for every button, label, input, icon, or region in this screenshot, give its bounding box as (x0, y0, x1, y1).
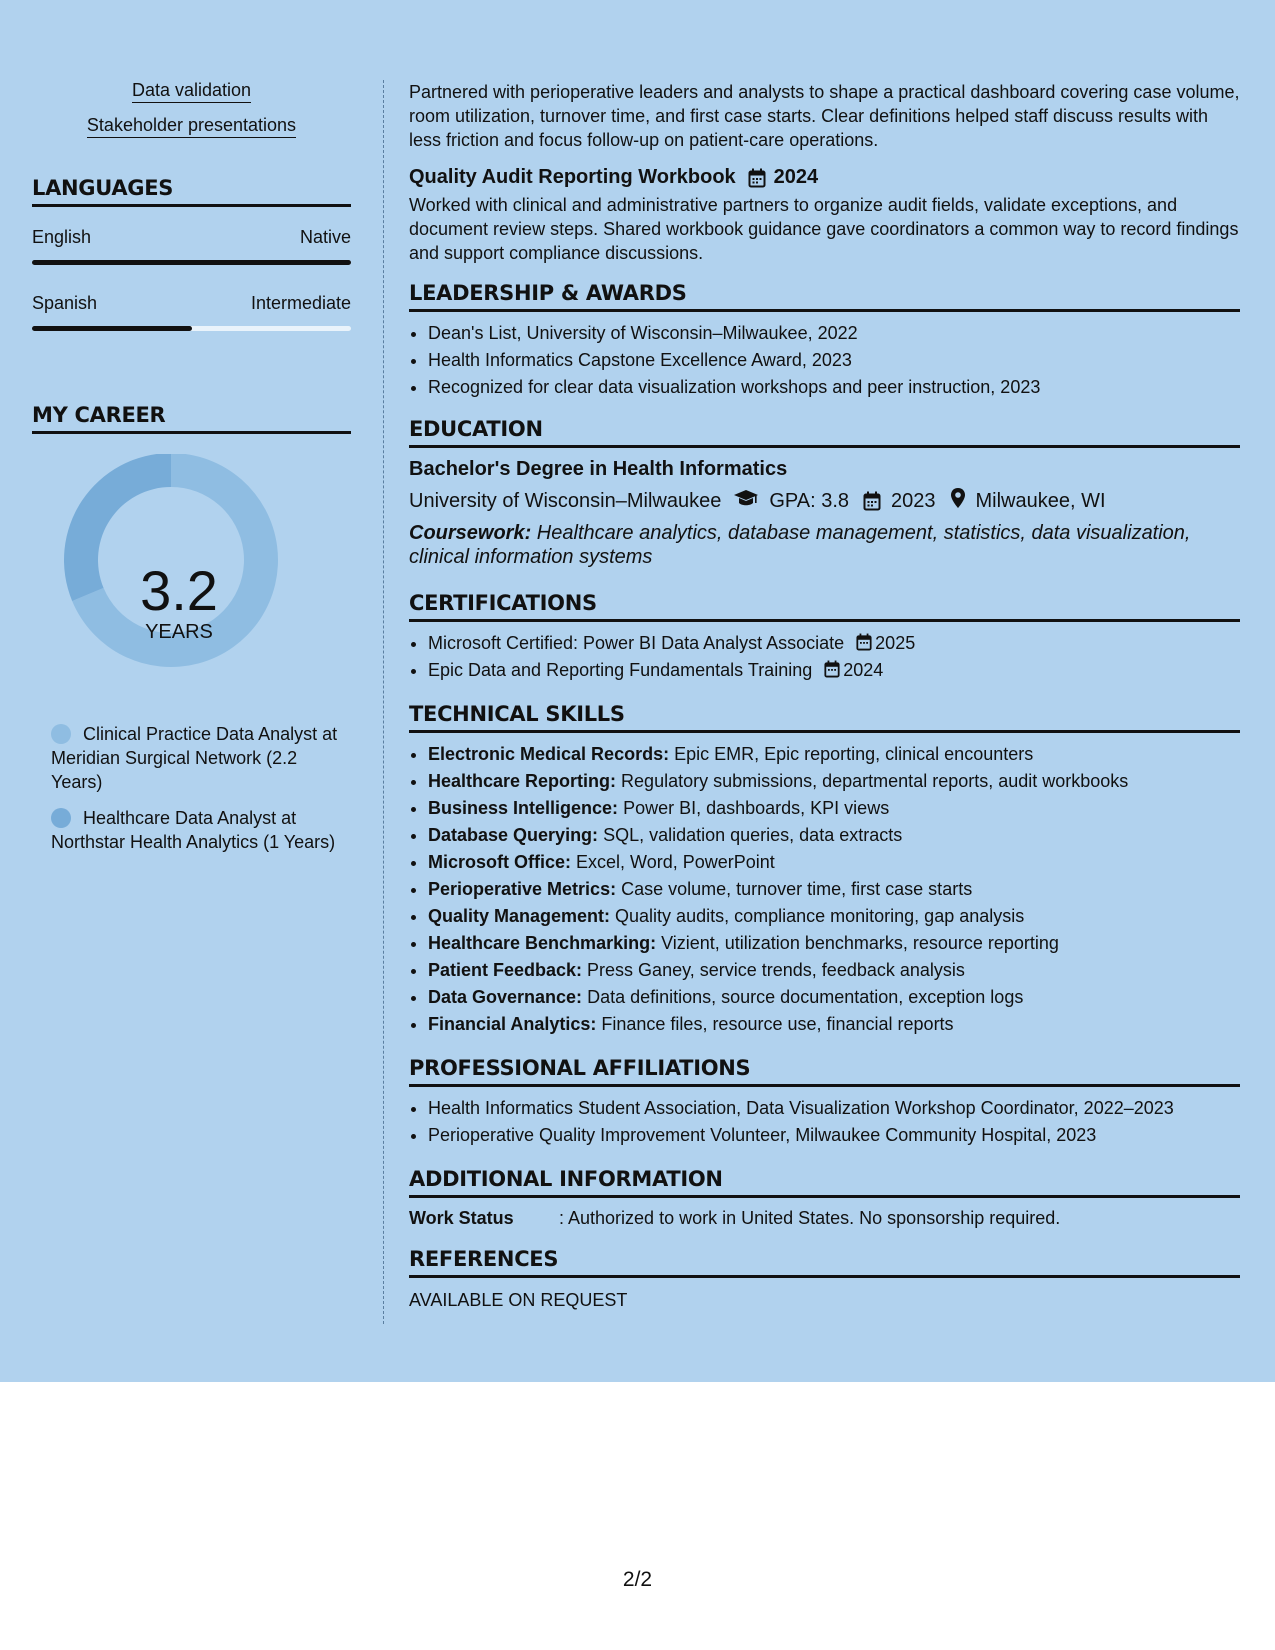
calendar-icon (824, 660, 840, 680)
language-level: Native (299, 227, 351, 247)
education-heading: EDUCATION (409, 417, 1240, 448)
technical-skills-list (409, 741, 1240, 1038)
project-year: 2024 (773, 166, 819, 188)
list-item: • Epic Data and Reporting Fundamentals Training 2024 (428, 657, 1240, 684)
coursework: Coursework: Healthcare analytics, database management, statistics, data visualization, clinical information systems (409, 522, 1191, 568)
graduation-cap-icon (733, 488, 759, 514)
work-status-label: Work Status (409, 1208, 514, 1228)
skill-item: Stakeholder presentations (32, 115, 351, 136)
list-item: • Healthcare Benchmarking: Vizient, utilization benchmarks, resource reporting (428, 930, 1240, 957)
career-legend-item: Healthcare Data Analyst at Northstar Health Analytics (1 Years) (51, 808, 336, 852)
education-meta (409, 487, 1240, 515)
calendar-icon (748, 166, 766, 189)
calendar-icon (856, 633, 872, 653)
list-item: • Microsoft Office: Excel, Word, PowerPoint (428, 849, 1240, 876)
school-name: University of Wisconsin–Milwaukee (409, 489, 722, 512)
graduation-year: 2023 (891, 489, 936, 512)
language-english (32, 227, 351, 265)
list-item: • Microsoft Certified: Power BI Data Analyst Associate 2025 (428, 630, 1240, 657)
education-location: Milwaukee, WI (975, 489, 1106, 512)
list-item: • Business Intelligence: Power BI, dashboards, KPI views (428, 795, 1240, 822)
list-item: • Perioperative Metrics: Case volume, turnover time, first case starts (428, 876, 1240, 903)
location-pin-icon (950, 487, 966, 515)
references-text: AVAILABLE ON REQUEST (409, 1290, 628, 1310)
affiliations-list (409, 1095, 1240, 1149)
list-item: • Financial Analytics: Finance files, resource use, financial reports (428, 1011, 1240, 1038)
list-item: • Healthcare Reporting: Regulatory submissions, departmental reports, audit workbooks (428, 768, 1240, 795)
career-donut-chart (32, 454, 351, 714)
list-item: • Electronic Medical Records: Epic EMR, Epic reporting, clinical encounters (428, 741, 1240, 768)
list-item: • Data Governance: Data definitions, source documentation, exception logs (428, 984, 1240, 1011)
work-status-value: : Authorized to work in United States. No sponsorship required. (559, 1208, 1061, 1228)
career-legend (32, 722, 351, 854)
leadership-list (409, 320, 1240, 401)
degree-title: Bachelor's Degree in Health Informatics (409, 458, 788, 480)
references-heading: REFERENCES (409, 1247, 1240, 1278)
career-unit: YEARS (145, 621, 213, 643)
languages-heading: LANGUAGES (32, 176, 351, 207)
certifications-list (409, 630, 1240, 684)
career-total-years: 3.2 (140, 559, 218, 622)
column-divider (383, 80, 384, 1324)
technical-skills-heading: TECHNICAL SKILLS (409, 702, 1240, 733)
project-title: Quality Audit Reporting Workbook (409, 166, 736, 188)
list-item: • Database Querying: SQL, validation queries, data extracts (428, 822, 1240, 849)
list-item: • Patient Feedback: Press Ganey, service trends, feedback analysis (428, 957, 1240, 984)
list-item: • Recognized for clear data visualization workshops and peer instruction, 2023 (428, 374, 1240, 401)
language-proficiency-bar (32, 326, 351, 331)
sidebar (32, 80, 351, 866)
main-column (409, 80, 1240, 1311)
additional-info-heading: ADDITIONAL INFORMATION (409, 1167, 1240, 1198)
page-number: 2/2 (622, 1568, 653, 1591)
language-proficiency-bar (32, 260, 351, 265)
certifications-heading: CERTIFICATIONS (409, 591, 1240, 622)
list-item: • Health Informatics Student Association, Data Visualization Workshop Coordinator, 2022–2023 (428, 1095, 1240, 1122)
leadership-heading: LEADERSHIP & AWARDS (409, 281, 1240, 312)
work-status (409, 1208, 1240, 1229)
career-heading: MY CAREER (32, 403, 351, 434)
gpa: GPA: 3.8 (769, 489, 849, 512)
legend-dot (51, 724, 71, 744)
project-description: Partnered with perioperative leaders and analysts to shape a practical dashboard covering case volume, room utilization, turnover time, and first case starts. Clear definitions helped staff discuss results with less friction and focus follow-up on patient-care operations. (409, 82, 1240, 150)
legend-dot (51, 808, 71, 828)
list-item: • Health Informatics Capstone Excellence Award, 2023 (428, 347, 1240, 374)
language-name: Spanish (32, 293, 98, 313)
list-item: • Perioperative Quality Improvement Volunteer, Milwaukee Community Hospital, 2023 (428, 1122, 1240, 1149)
project-title-row (409, 166, 1240, 189)
list-item: • Quality Management: Quality audits, compliance monitoring, gap analysis (428, 903, 1240, 930)
language-level: Intermediate (250, 293, 351, 313)
skill-item: Data validation (32, 80, 351, 101)
affiliations-heading: PROFESSIONAL AFFILIATIONS (409, 1056, 1240, 1087)
language-spanish (32, 293, 351, 331)
calendar-icon (863, 490, 881, 513)
list-item: • Dean's List, University of Wisconsin–Milwaukee, 2022 (428, 320, 1240, 347)
project-description: Worked with clinical and administrative partners to organize audit fields, validate exceptions, and document review steps. Shared workbook guidance gave coordinators a common way to record findings and support compliance discussions. (409, 195, 1239, 263)
career-legend-item: Clinical Practice Data Analyst at Meridian Surgical Network (2.2 Years) (51, 724, 338, 792)
language-name: English (32, 227, 92, 247)
